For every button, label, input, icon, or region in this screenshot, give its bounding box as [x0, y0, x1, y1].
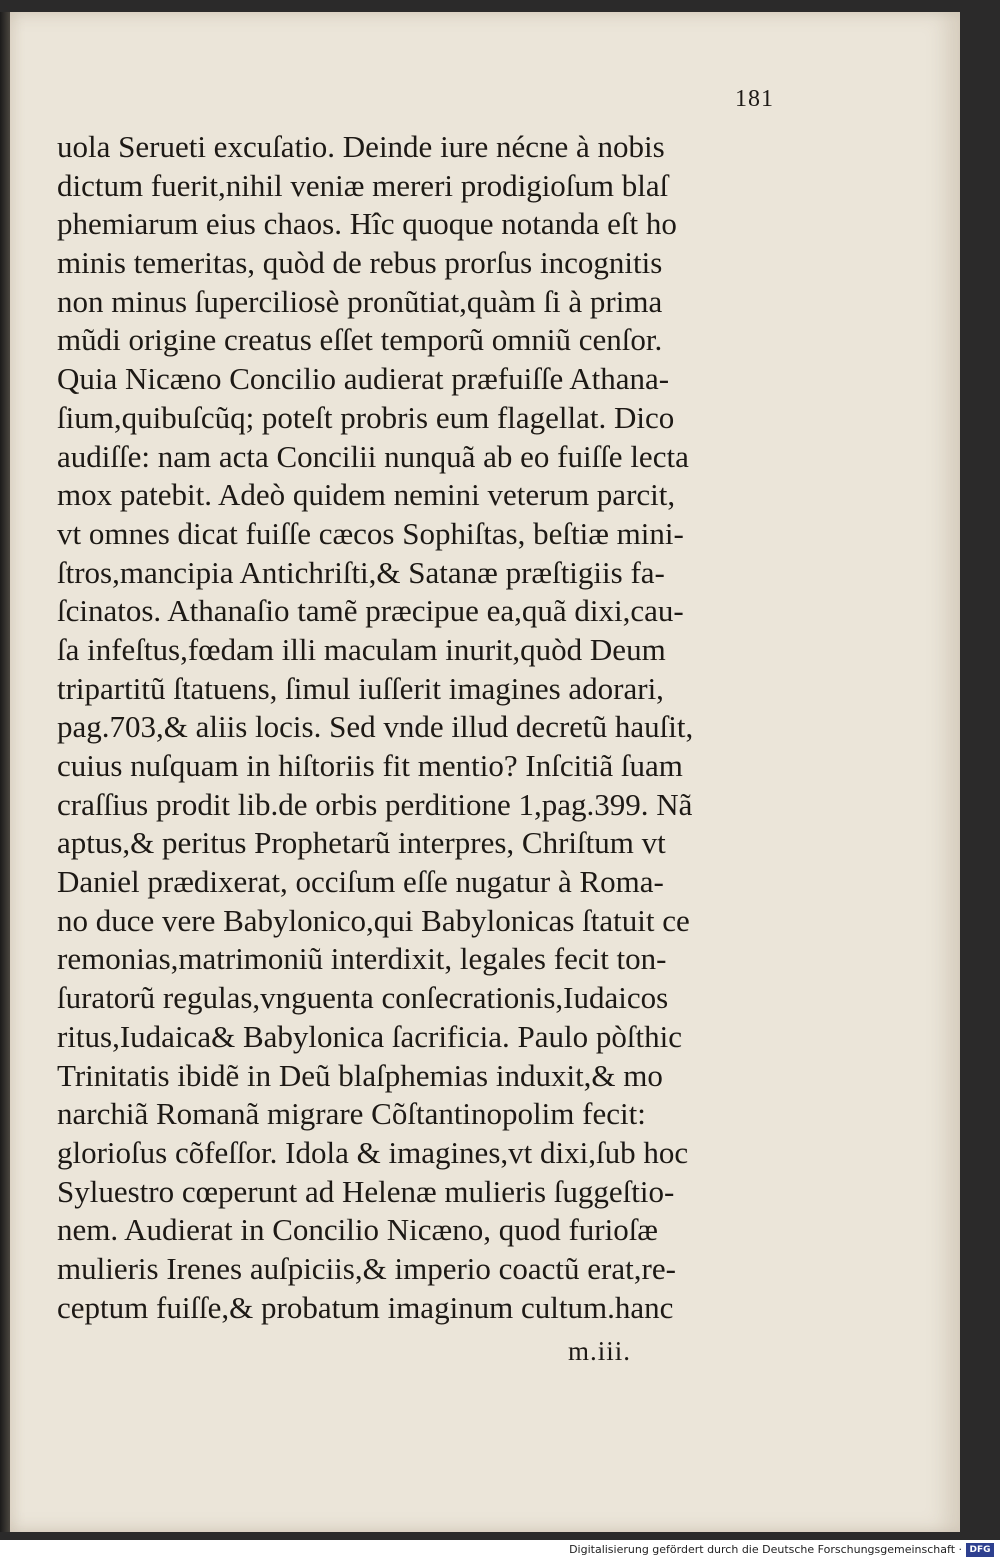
text-line: cuius nuſquam in hiſtoriis fit mentio? Inſcitiã ſuam	[57, 748, 683, 783]
text-line: tripartitũ ſtatuens, ſimul iuſſerit imagines adorari,	[57, 670, 664, 706]
text-line: phemiarum eius chaos. Hîc quoque notanda eſt ho	[57, 206, 677, 242]
text-line: non minus ſuperciliosè pronũtiat,quàm ſi à prima	[57, 283, 663, 319]
text-line: ceptum fuiſſe,& probatum imaginum cultum.hanc	[57, 1289, 674, 1325]
text-line: craſſius prodit lib.de orbis perditione 1,pag.399. Nã	[57, 786, 693, 822]
text-line: remonias,matrimoniũ interdixit, legales fecit ton-	[57, 941, 667, 977]
book-edge	[0, 12, 10, 1532]
text-line: mox patebit. Adeò quidem nemini veterum parcit,	[57, 477, 676, 513]
text-line: pag.703,& aliis locis. Sed vnde illud decretũ hauſit,	[57, 709, 694, 745]
dfg-logo-icon: DFG	[966, 1543, 994, 1557]
text-line: ſuratorũ regulas,vnguenta conſecrationis,Iudaicos	[57, 980, 669, 1016]
text-line: minis temeritas, quòd de rebus prorſus incognitis	[57, 245, 663, 281]
text-line: Quia Nicæno Concilio audierat præfuiſſe Athana-	[57, 361, 670, 397]
text-line: nem. Audierat in Concilio Nicæno, quod furioſæ	[57, 1212, 658, 1248]
folio-number: 181	[735, 86, 774, 112]
text-line: Trinitatis ibidẽ in Deũ blaſphemias induxit,& mo	[57, 1057, 663, 1093]
credit-bar	[0, 1540, 1000, 1560]
text-line: audiſſe: nam acta Concilii nunquã ab eo fuiſſe lecta	[57, 438, 689, 474]
text-line: aptus,& peritus Prophetarũ interpres, Chriſtum vt	[57, 825, 666, 861]
text-line: ſa infeſtus,fœdam illi maculam inurit,quòd Deum	[57, 631, 666, 667]
text-line: mũdi origine creatus eſſet temporũ omniũ cenſor.	[57, 322, 663, 358]
text-line: ſium,quibuſcũq; poteſt probris eum flagellat. Dico	[57, 399, 675, 435]
text-line: no duce vere Babylonico,qui Babylonicas ſtatuit ce	[57, 902, 690, 938]
text-line: Daniel prædixerat, occiſum eſſe nugatur à Roma-	[57, 864, 664, 900]
text-line: uola Serueti excuſatio. Deinde iure nécne à nobis	[57, 129, 665, 164]
text-line: Syluestro cœperunt ad Helenæ mulieris ſuggeſtio-	[57, 1173, 675, 1209]
funding-credit: Digitalisierung gefördert durch die Deutsche Forschungsgemeinschaft ·	[569, 1543, 962, 1556]
body-text	[57, 128, 757, 1327]
signature-mark: m.iii.	[568, 1336, 632, 1366]
text-line: dictum fuerit,nihil veniæ mereri prodigioſum blaſ	[57, 167, 669, 203]
text-line: mulieris Irenes auſpiciis,& imperio coactũ erat,re-	[57, 1250, 676, 1286]
text-line: ſtros,mancipia Antichriſti,& Satanæ præſtigiis fa-	[57, 554, 665, 590]
text-line: ritus,Iudaica& Babylonica ſacrificia. Paulo pòſthic	[57, 1018, 682, 1054]
text-line: ſcinatos. Athanaſio tamẽ præcipue ea,quã dixi,cau-	[57, 593, 684, 629]
text-line: narchiã Romanã migrare Cõſtantinopolim fecit:	[57, 1096, 646, 1132]
text-line: glorioſus cõfeſſor. Idola & imagines,vt dixi,ſub hoc	[57, 1134, 689, 1170]
text-line: vt omnes dicat fuiſſe cæcos Sophiſtas, beſtiæ mini-	[57, 515, 684, 551]
